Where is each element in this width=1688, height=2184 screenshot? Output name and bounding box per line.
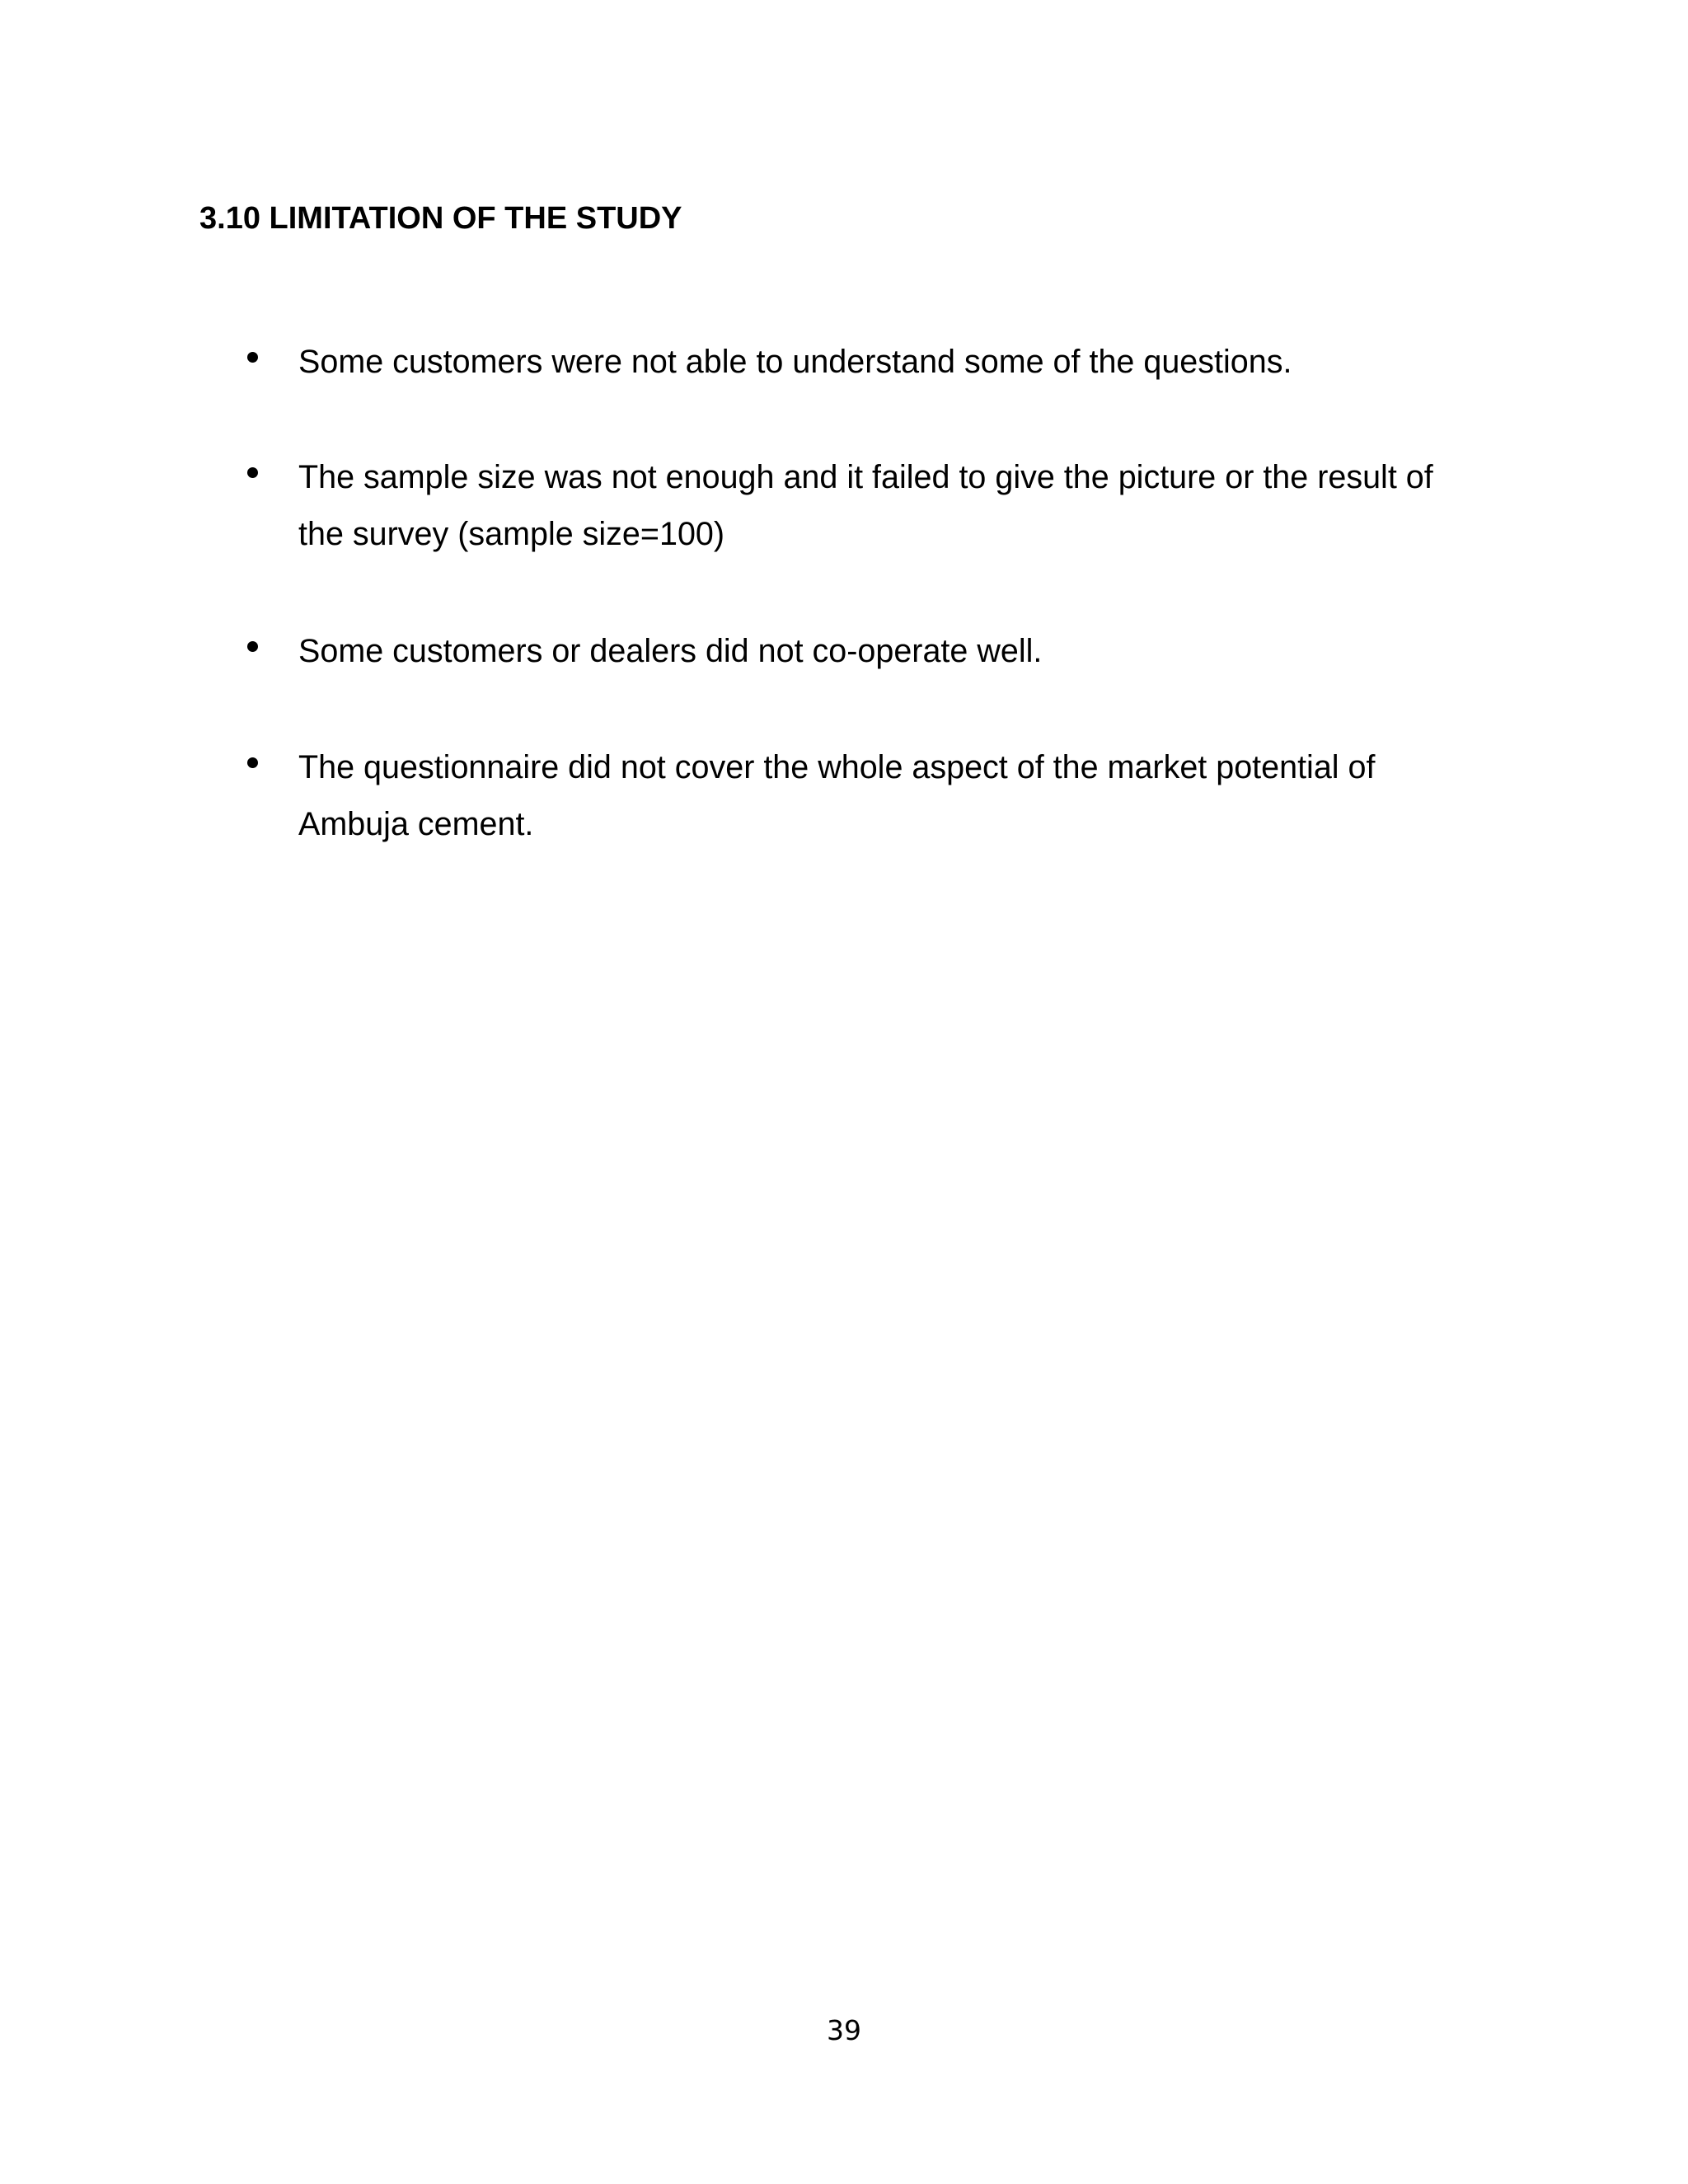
list-item-text: The sample size was not enough and it failed to give the picture or the result of the survey (sample size=100) — [298, 459, 1433, 552]
list-item-text: Some customers were not able to understand some of the questions. — [298, 344, 1292, 380]
list-item-text: The questionnaire did not cover the whole aspect of the market potential of Ambuja cement. — [298, 749, 1376, 842]
bullet-icon — [247, 467, 258, 478]
page-number: 39 — [827, 2014, 861, 2046]
list-item-text: Some customers or dealers did not co-operate well. — [298, 633, 1043, 669]
section-heading: 3.10 LIMITATION OF THE STUDY — [199, 201, 682, 236]
bullet-icon — [247, 352, 258, 363]
bullet-icon — [247, 641, 258, 652]
bullet-icon — [247, 757, 258, 768]
